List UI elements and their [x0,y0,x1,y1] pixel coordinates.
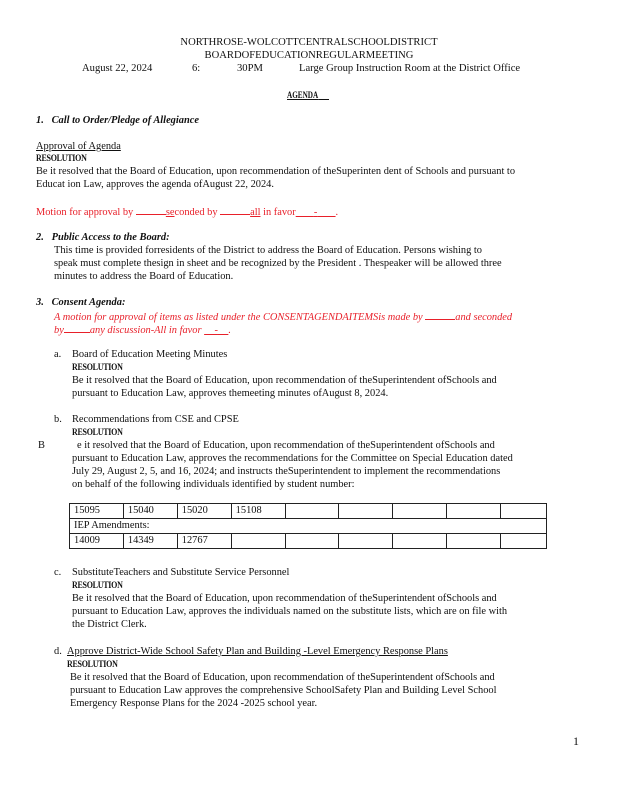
section-1-number: 1. [36,115,44,126]
section-3-heading [36,297,125,310]
table-cell: 12767 [177,534,231,549]
item-c-letter: c. [54,567,62,578]
item-b-line-4: on behalf of the following individuals identified by student number: [72,479,355,490]
motion-text-underlined: se [165,207,175,218]
resolution-label: RESOLUTION [72,581,123,591]
section-2-line-2: speak must complete thesign in sheet and be recognized by the President . Thespeaker will be allowed three [54,258,502,269]
item-d-letter: d. [54,646,62,657]
section-2-number: 2. [36,232,44,243]
item-b-line-1: e it resolved that the Board of Education, upon recommendation of theSuperintendent ofSchools and [77,440,495,451]
student-number-table [69,503,547,549]
motion-text-underlined: all [250,207,261,218]
table-cell [447,534,501,549]
item-c-title: SubstituteTeachers and Substitute Service Personnel [72,567,290,578]
table-cell [285,534,339,549]
consent-motion-text: any discussion-All in favor [89,325,205,336]
item-c-resolution [72,580,132,593]
table-cell: 15095 [70,504,124,519]
approval-resolution-label [36,153,96,166]
motion-period: . [335,207,339,218]
resolution-label: RESOLUTION [36,154,87,164]
section-3-title: Consent Agenda: [51,297,126,308]
seconder-blank[interactable] [220,205,250,215]
consent-motion-text: and seconded [455,312,513,323]
consent-mover-blank[interactable] [425,310,455,320]
item-a-resolution [72,362,132,375]
table-cell [231,534,285,549]
table-cell [501,534,547,549]
section-1-title: Call to Order/Pledge of Allegiance [51,115,199,126]
section-2-title: Public Access to the Board: [51,232,170,243]
consent-seconder-blank[interactable] [64,323,90,333]
section-3-number: 3. [36,297,44,308]
iep-amendments-label: IEP Amendments: [70,519,547,534]
consent-period: . [228,325,231,336]
meeting-time-hour: 6: [192,63,201,74]
motion-text: Motion for approval by [36,207,136,218]
item-d-title: Approve District-Wide School Safety Plan and Building -Level Emergency Response Plans [67,646,448,657]
section-2-line-1: This time is provided forresidents of the District to address the Board of Education. Persons wishing to [54,245,482,256]
item-d-line-3: Emergency Response Plans for the 2024 -2025 school year. [70,698,318,709]
item-c-line-2: pursuant to Education Law, approves the individuals named on the substitute lists, which are on file with [72,606,508,617]
item-a-title: Board of Education Meeting Minutes [72,349,228,360]
approval-motion-line [36,205,338,220]
consent-vote-blank[interactable] [204,325,228,336]
resolution-label: RESOLUTION [72,428,123,438]
item-b-resolution [72,427,132,440]
item-a-line-2: pursuant to Education Law, approves themeeting minutes ofAugust 8, 2024. [72,388,389,399]
item-a-letter: a. [54,349,62,360]
agenda-label: AGENDA [287,90,319,100]
vote-count-blank[interactable] [296,207,336,218]
resolution-label: RESOLUTION [67,660,118,670]
meeting-date: August 22, 2024 [82,63,153,74]
table-cell [339,504,393,519]
vote-dash: - [313,207,318,218]
meeting-location: Large Group Instruction Room at the District Office [299,63,521,74]
item-c-line-1: Be it resolved that the Board of Education, upon recommendation of theSuperintendent ofSchools and [72,593,497,604]
vote-dash: - [214,325,218,336]
table-cell [393,504,447,519]
table-cell [501,504,547,519]
table-cell: 15040 [123,504,177,519]
approval-of-agenda-title: Approval of Agenda [36,141,121,152]
consent-motion-line-2 [54,323,231,338]
consent-motion-text: by [54,325,64,336]
item-b-dropcap: B [38,440,45,451]
item-b-letter: b. [54,414,62,425]
table-cell: 15108 [231,504,285,519]
item-d-resolution [67,659,127,672]
table-cell [393,534,447,549]
item-d-line-1: Be it resolved that the Board of Education, upon recommendation of theSuperintendent ofSchools and [70,672,495,683]
table-row [70,504,547,519]
agenda-heading [287,89,329,102]
resolution-label: RESOLUTION [72,363,123,373]
item-b-title: Recommendations from CSE and CPSE [72,414,239,425]
table-cell [285,504,339,519]
item-b-line-2: pursuant to Education Law, approves the recommendations for the Committee on Special Education dated [72,453,513,464]
approval-text-line-2: Educat ion Law, approves the agenda ofAugust 22, 2024. [36,179,274,190]
consent-motion-text: A motion for approval of items as listed under the CONSENTAGENDAITEMSis made by [54,312,426,323]
table-row [70,519,547,534]
agenda-underline-tail [318,90,329,100]
item-c-line-3: the District Clerk. [72,619,147,630]
section-2-line-3: minutes to address the Board of Education. [54,271,234,282]
page-number: 1 [573,734,579,748]
item-d-line-2: pursuant to Education Law approves the comprehensive SchoolSafety Plan and Building Level School [70,685,497,696]
table-cell: 15020 [177,504,231,519]
mover-blank[interactable] [136,205,166,215]
table-cell: 14009 [70,534,124,549]
item-b-line-3: July 29, August 2, 5, and 16, 2024; and instructs theSuperintendent to implement the recommendations [72,466,501,477]
item-a-line-1: Be it resolved that the Board of Education, upon recommendation of theSuperintendent ofSchools and [72,375,497,386]
table-row [70,534,547,549]
table-cell [339,534,393,549]
table-cell: 14349 [123,534,177,549]
motion-text: in favor [260,207,296,218]
approval-text-line-1: Be it resolved that the Board of Education, upon recommendation of theSuperinten dent of Schools and pursuant to [36,166,516,177]
section-1-heading [36,115,199,128]
meeting-time-rest: 30PM [237,63,263,74]
section-2-heading [36,232,170,245]
motion-text: conded by [174,207,221,218]
district-name: NORTHROSE-WOLCOTTCENTRALSCHOOLDISTRICT [180,37,438,48]
meeting-title: BOARDOFEDUCATIONREGULARMEETING [204,50,414,61]
table-cell [447,504,501,519]
